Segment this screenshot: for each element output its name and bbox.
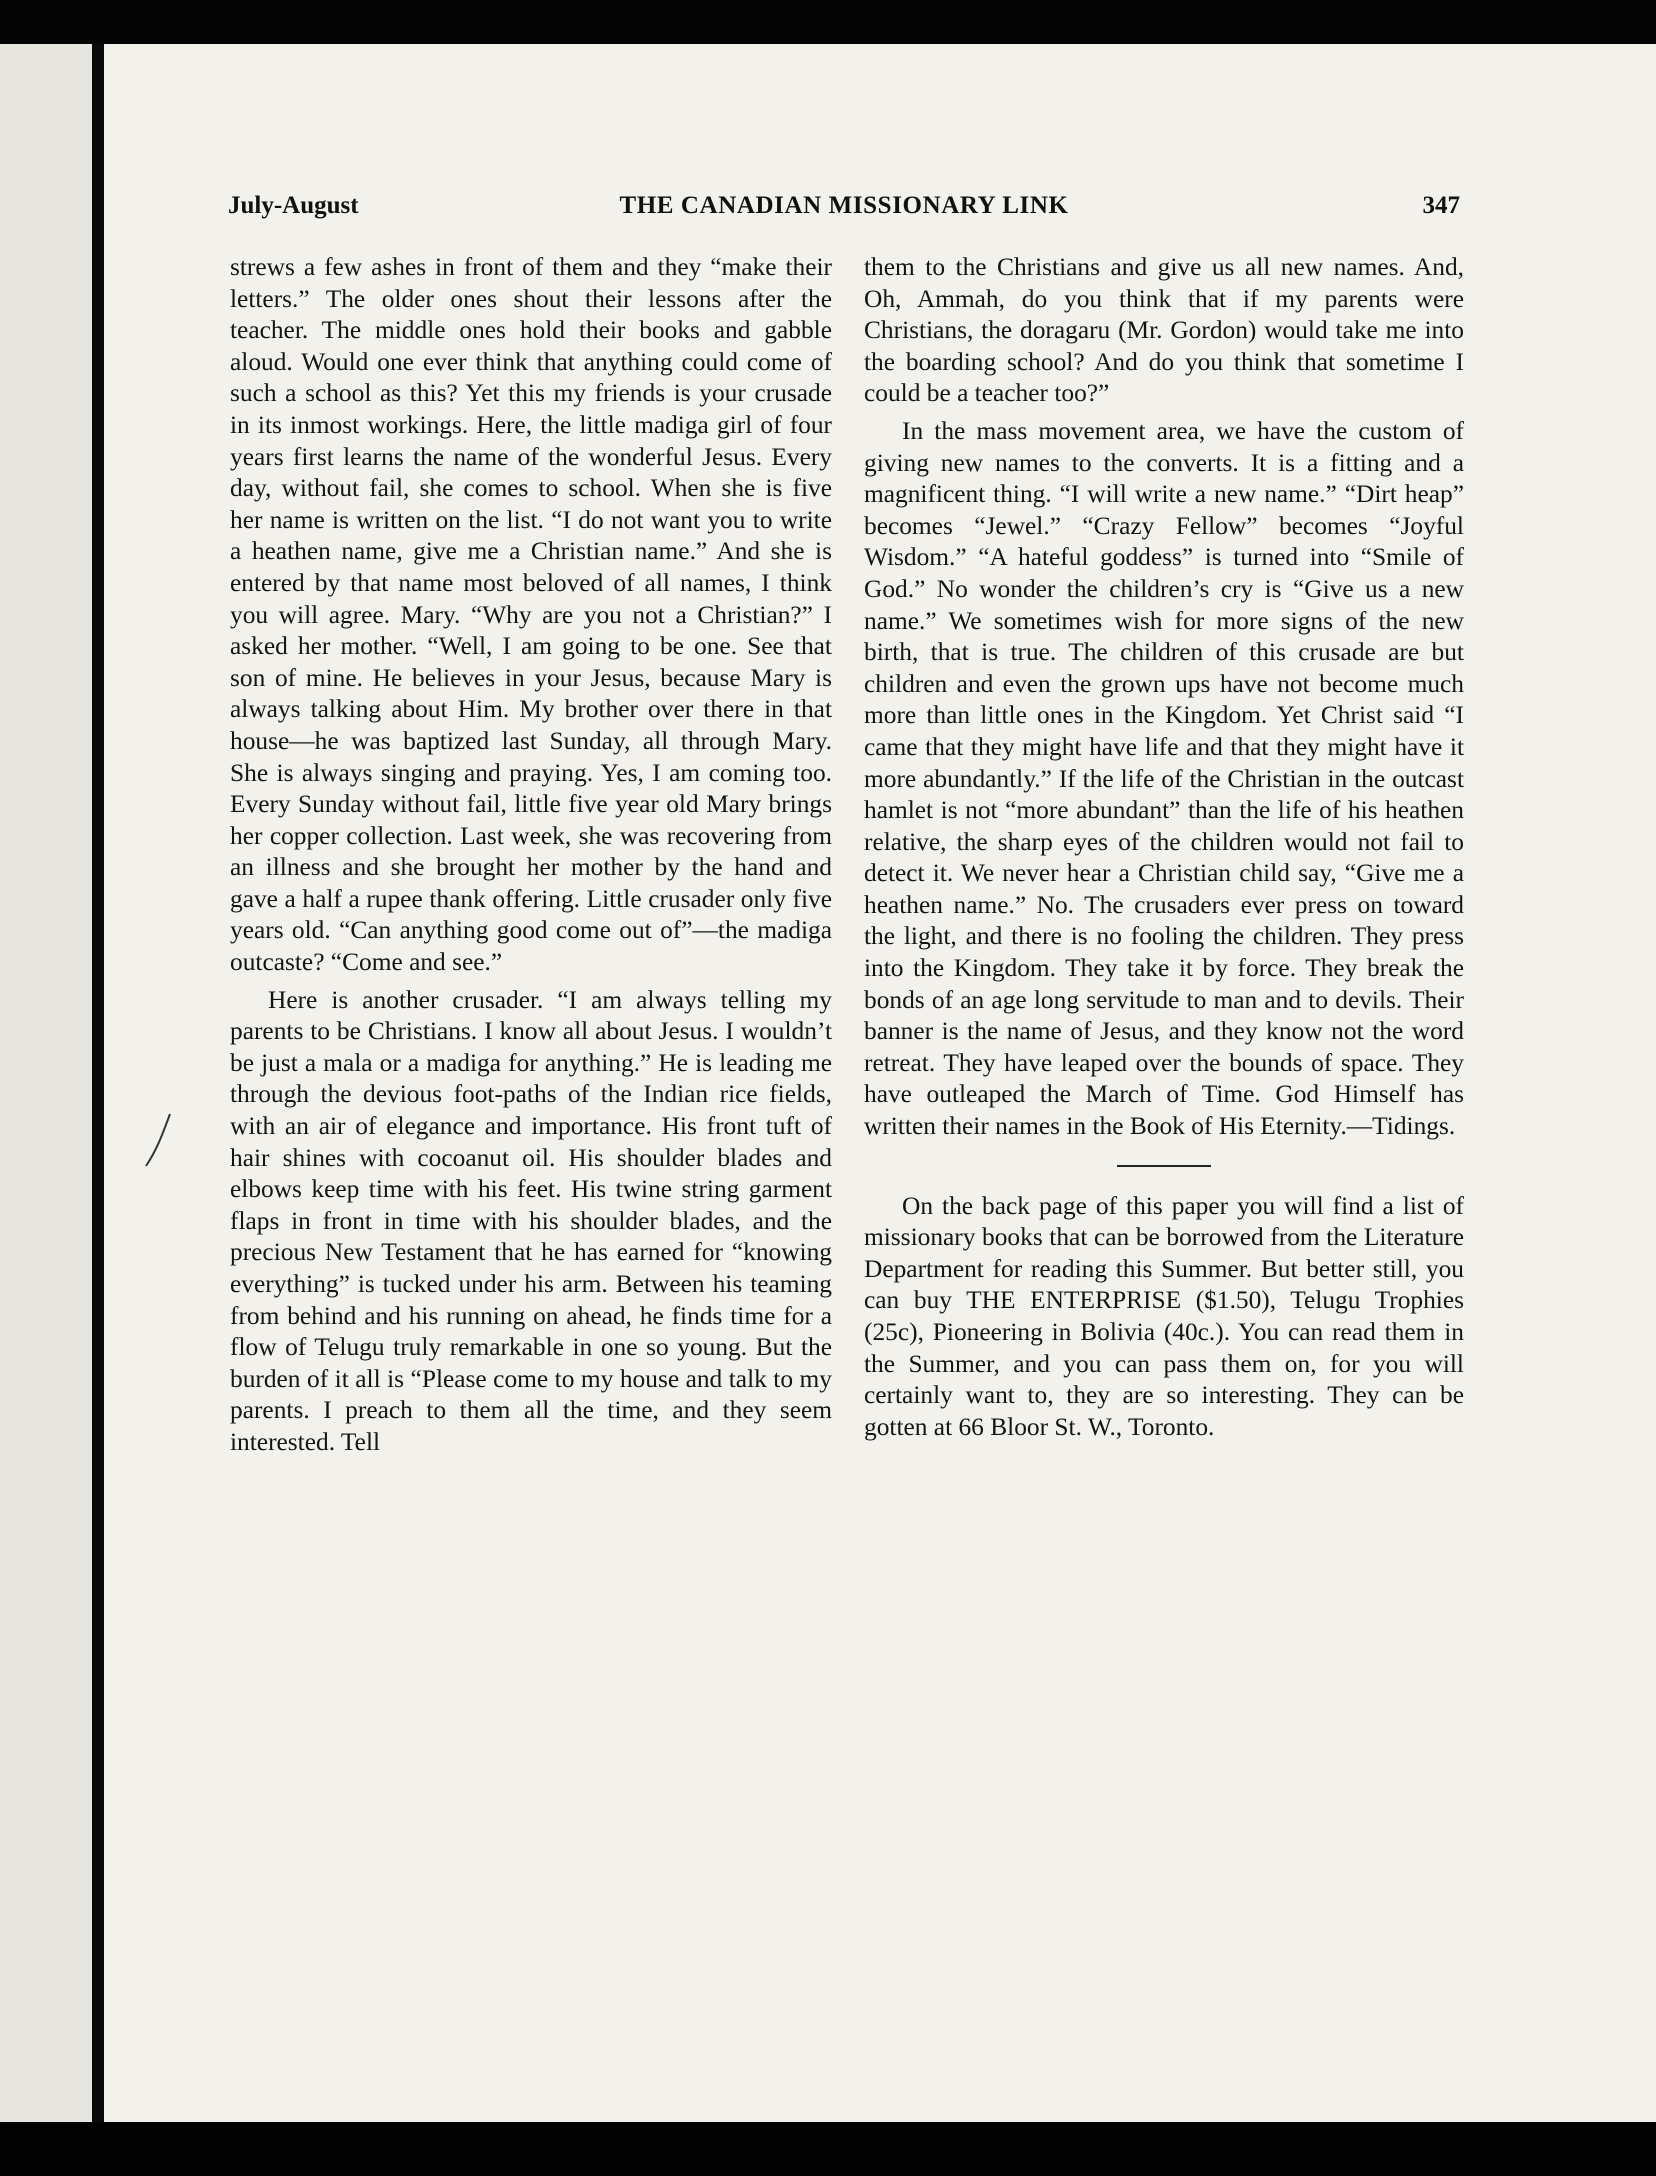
right-column — [864, 252, 1464, 1443]
binding-shadow — [92, 44, 104, 2122]
running-header — [228, 192, 1460, 228]
paragraph-books-notice: On the back page of this paper you will find a list of missionary books that can be borrowed from the Literature Department for reading this Summer. But better still, you can buy THE ENTERPRISE ($1.50), Telugu Trophies (25c), Pioneering in Bolivia (40c.). You can read them in the Summer, and you can pass them on, for you will certainly want to, they are so interesting. They can be gotten at 66 Bloor St. W., Toronto. — [864, 1191, 1464, 1441]
margin-pen-mark — [140, 1110, 180, 1170]
scan-top-border — [0, 0, 1656, 48]
paragraph-crusader: Here is another crusader. “I am always telling my parents to be Christians. I know all about Jesus. I wouldn’t be just a mala or a madiga for anything.” He is leading me through the devious foot-paths of the Indian rice fields, with an air of elegance and importance. His front tuft of hair shines with cocoanut oil. His shoulder blades and elbows keep time with his feet. His twine string garment flaps in front in time with his shoulder blades, and the precious New Testament that he has earned for “knowing everything” is tucked under his arm. Between his teaming from behind and his running on ahead, he finds time for a flow of Telugu truly remarkable in one so young. But the burden of it all is “Please come to my house and talk to my parents. I preach to them all the time, and they seem interested. Tell — [230, 985, 832, 1456]
section-divider — [1117, 1165, 1211, 1167]
left-column — [230, 252, 832, 1459]
paragraph-school: strews a few ashes in front of them and they “make their letters.” The older ones shout their lessons after the teacher. The middle ones hold their books and gabble aloud. Would one ever think that anything could come of such a school as this? Yet this my friends is your crusade in its inmost workings. Here, the little madiga girl of four years first learns the name of the wonderful Jesus. Every day, without fail, she comes to school. When she is five her name is written on the list. “I do not want you to write a heathen name, give me a Christian name.” And she is entered by that name most beloved of all names, I think you will agree. Mary. “Why are you not a Christian?” I asked her mother. “Well, I am going to be one. See that son of mine. He believes in your Jesus, because Mary is always talking about Him. My brother over there in that house—he was baptized last Sunday, all through Mary. She is always singing and praying. Yes, I am coming too. Every Sunday without fail, little five year old Mary brings her copper collection. Last week, she was recovering from an illness and she brought her mother by the hand and gave a half a rupee thank offering. Little crusader only five years old. “Can anything good come out of”—the madiga outcaste? “Come and see.” — [230, 253, 832, 977]
page-number: 347 — [1422, 192, 1460, 219]
scan-bottom-border — [0, 2122, 1656, 2176]
publication-title: THE CANADIAN MISSIONARY LINK — [619, 192, 1069, 219]
paragraph-continued: them to the Christians and give us all new names. And, Oh, Ammah, do you think that if my parents were Christians, the doragaru (Mr. Gordon) would take me into the boarding school? And do you think that sometime I could be a teacher too?” — [864, 253, 1464, 408]
paragraph-new-names: In the mass movement area, we have the custom of giving new names to the converts. It is a fitting and a magnificent thing. “I will write a new name.” “Dirt heap” becomes “Jewel.” “Crazy Fellow” becomes “Joyful Wisdom.” “A hateful goddess” is turned into “Smile of God.” No wonder the children’s cry is “Give us a new name.” We sometimes wish for more signs of the new birth, that is true. The children of this crusade are but children and even the grown ups have not become much more than little ones in the Kingdom. Yet Christ said “I came that they might have life and that they might have it more abundantly.” If the life of the Christian in the outcast hamlet is not “more abundant” than the life of his heathen relative, the sharp eyes of the children would not fail to detect it. We never hear a Christian child say, “Give me a heathen name.” No. The crusaders ever press on toward the light, and there is no fooling the children. They press into the Kingdom. They take it by force. They break the bonds of an age long servitude to man and to devils. Their banner is the name of Jesus, and they know not the word retreat. They have leaped over the bounds of space. They have outleaped the March of Time. God Himself has written their names in the Book of His Eternity.—Tidings. — [864, 416, 1464, 1141]
facing-page-edge — [0, 44, 92, 2122]
issue-date: July-August — [228, 192, 359, 219]
